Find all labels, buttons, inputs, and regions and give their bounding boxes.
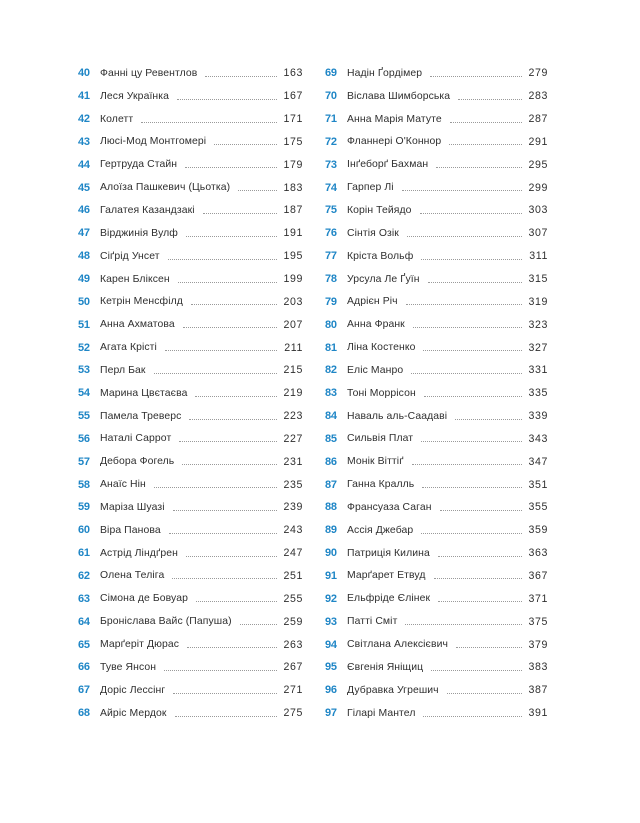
toc-column-right	[325, 62, 548, 724]
chapter-title: Євгенія Яніщиц	[347, 661, 424, 673]
dot-leader	[421, 533, 522, 534]
page-number: 291	[528, 135, 548, 148]
chapter-number: 84	[325, 410, 337, 423]
chapter-title: Дебора Фогель	[100, 456, 175, 468]
dot-leader	[164, 670, 277, 671]
page-number: 279	[528, 67, 548, 80]
page-number: 231	[283, 455, 303, 468]
toc-entry	[78, 450, 303, 473]
chapter-number: 78	[325, 273, 337, 286]
page-number: 351	[528, 478, 548, 491]
toc-entry	[78, 405, 303, 428]
toc-entry	[325, 290, 548, 313]
page-number: 355	[528, 501, 548, 514]
page-number: 183	[283, 181, 303, 194]
toc-entry	[325, 131, 548, 154]
chapter-number: 56	[78, 432, 90, 445]
chapter-title: Еліс Манро	[347, 364, 404, 376]
page-number: 175	[283, 135, 303, 148]
chapter-title: Броніслава Вайс (Папуша)	[100, 616, 232, 628]
toc-entry	[325, 359, 548, 382]
dot-leader	[420, 213, 522, 214]
dot-leader	[402, 190, 522, 191]
toc-entry	[78, 359, 303, 382]
toc-entry	[325, 428, 548, 451]
dot-leader	[450, 122, 522, 123]
dot-leader	[185, 167, 277, 168]
chapter-title: Олена Теліга	[100, 570, 165, 582]
chapter-title: Ліна Костенко	[347, 342, 416, 354]
toc-entry	[78, 702, 303, 725]
dot-leader	[169, 533, 277, 534]
page-number: 299	[528, 181, 548, 194]
toc-entry	[78, 382, 303, 405]
toc-entry	[325, 473, 548, 496]
chapter-title: Кетрін Менсфілд	[100, 296, 183, 308]
chapter-number: 79	[325, 295, 337, 308]
chapter-title: Анна Франк	[347, 319, 405, 331]
toc-entry	[78, 176, 303, 199]
dot-leader	[196, 601, 277, 602]
page-number: 303	[528, 204, 548, 217]
page-number: 375	[528, 615, 548, 628]
toc-column-left	[78, 62, 303, 724]
chapter-title: Колетт	[100, 113, 134, 125]
dot-leader	[407, 236, 522, 237]
toc-entry	[78, 290, 303, 313]
toc-entry	[78, 587, 303, 610]
page-number: 179	[283, 158, 303, 171]
dot-leader	[238, 190, 277, 191]
page-number: 391	[528, 707, 548, 720]
dot-leader	[421, 259, 522, 260]
page-number: 363	[528, 547, 548, 560]
dot-leader	[154, 487, 277, 488]
dot-leader	[187, 647, 277, 648]
chapter-number: 92	[325, 592, 337, 605]
dot-leader	[447, 693, 522, 694]
toc-entry	[78, 153, 303, 176]
chapter-title: Кріста Вольф	[347, 250, 414, 262]
dot-leader	[165, 350, 277, 351]
toc-entry	[325, 565, 548, 588]
chapter-title: Анаїс Нін	[100, 479, 146, 491]
toc-entry	[325, 199, 548, 222]
chapter-number: 81	[325, 341, 337, 354]
page-number: 339	[528, 410, 548, 423]
page-number: 343	[528, 432, 548, 445]
dot-leader	[413, 327, 522, 328]
chapter-number: 68	[78, 707, 90, 720]
toc-entry	[78, 656, 303, 679]
chapter-title: Адрієн Річ	[347, 296, 398, 308]
page-number: 267	[283, 661, 303, 674]
toc-entry	[78, 62, 303, 85]
page-number: 383	[528, 661, 548, 674]
page-number: 247	[283, 547, 303, 560]
page-number: 335	[528, 387, 548, 400]
chapter-number: 85	[325, 432, 337, 445]
chapter-number: 58	[78, 478, 90, 491]
dot-leader	[189, 419, 277, 420]
chapter-number: 71	[325, 113, 337, 126]
dot-leader	[173, 510, 277, 511]
chapter-title: Перл Бак	[100, 364, 146, 376]
chapter-number: 46	[78, 204, 90, 217]
toc-entry	[78, 473, 303, 496]
page-number: 163	[283, 67, 303, 80]
chapter-number: 43	[78, 135, 90, 148]
chapter-title: Ельфріде Єлінек	[347, 593, 431, 605]
dot-leader	[191, 304, 277, 305]
chapter-number: 80	[325, 318, 337, 331]
page-number: 235	[283, 478, 303, 491]
chapter-title: Сильвія Плат	[347, 433, 414, 445]
chapter-title: Марґеріт Дюрас	[100, 639, 180, 651]
dot-leader	[179, 441, 277, 442]
dot-leader	[422, 487, 522, 488]
chapter-title: Віслава Шимборська	[347, 90, 451, 102]
toc-entry	[325, 679, 548, 702]
page-number: 187	[283, 204, 303, 217]
chapter-title: Галатея Казандзакі	[100, 204, 195, 216]
dot-leader	[205, 76, 277, 77]
chapter-title: Туве Янсон	[100, 661, 157, 673]
toc-entry	[78, 610, 303, 633]
page-number: 283	[528, 90, 548, 103]
page-number: 195	[283, 250, 303, 263]
page-number: 223	[283, 410, 303, 423]
chapter-number: 75	[325, 204, 337, 217]
page-number: 203	[283, 295, 303, 308]
toc-entry	[78, 542, 303, 565]
chapter-title: Карен Бліксен	[100, 273, 170, 285]
chapter-title: Люсі-Мод Монтгомері	[100, 136, 207, 148]
toc-entry	[325, 587, 548, 610]
chapter-title: Айріс Мердок	[100, 707, 167, 719]
dot-leader	[154, 373, 277, 374]
chapter-number: 87	[325, 478, 337, 491]
chapter-number: 95	[325, 661, 337, 674]
chapter-number: 55	[78, 410, 90, 423]
chapter-title: Анна Марія Матуте	[347, 113, 442, 125]
toc-entry	[78, 85, 303, 108]
page-number: 319	[528, 295, 548, 308]
dot-leader	[168, 259, 277, 260]
page-number: 255	[283, 592, 303, 605]
chapter-title: Патриція Килина	[347, 547, 430, 559]
toc-entry	[325, 176, 548, 199]
dot-leader	[438, 601, 522, 602]
dot-leader	[406, 304, 522, 305]
chapter-title: Ассія Джебар	[347, 524, 414, 536]
chapter-title: Фанні цу Ревентлов	[100, 67, 198, 79]
chapter-title: Віра Панова	[100, 524, 161, 536]
toc-entry	[78, 131, 303, 154]
page-number: 191	[283, 227, 303, 240]
dot-leader	[183, 327, 277, 328]
page-number: 347	[528, 455, 548, 468]
chapter-number: 89	[325, 524, 337, 537]
chapter-number: 51	[78, 318, 90, 331]
chapter-number: 70	[325, 90, 337, 103]
toc-entry	[325, 610, 548, 633]
page-number: 367	[528, 569, 548, 582]
page-number: 275	[283, 707, 303, 720]
dot-leader	[175, 716, 277, 717]
dot-leader	[186, 556, 277, 557]
dot-leader	[423, 716, 522, 717]
dot-leader	[178, 282, 277, 283]
page-number: 219	[283, 387, 303, 400]
chapter-number: 40	[78, 67, 90, 80]
toc-entry	[325, 268, 548, 291]
toc-entry	[325, 313, 548, 336]
chapter-title: Гарпер Лі	[347, 182, 394, 194]
chapter-title: Світлана Алексієвич	[347, 639, 448, 651]
page-number: 311	[529, 250, 548, 263]
dot-leader	[172, 578, 277, 579]
chapter-number: 48	[78, 250, 90, 263]
toc-entry	[78, 199, 303, 222]
chapter-title: Маріза Шуазі	[100, 501, 165, 513]
dot-leader	[240, 624, 277, 625]
chapter-number: 45	[78, 181, 90, 194]
page-number: 307	[528, 227, 548, 240]
dot-leader	[405, 624, 522, 625]
dot-leader	[173, 693, 277, 694]
dot-leader	[440, 510, 522, 511]
dot-leader	[428, 282, 522, 283]
dot-leader	[436, 167, 522, 168]
page-number: 331	[528, 364, 548, 377]
dot-leader	[182, 464, 277, 465]
chapter-title: Ганна Кралль	[347, 479, 415, 491]
dot-leader	[412, 464, 522, 465]
dot-leader	[431, 670, 522, 671]
chapter-number: 50	[78, 295, 90, 308]
toc-entry	[78, 519, 303, 542]
page-number: 167	[283, 90, 303, 103]
dot-leader	[456, 647, 522, 648]
chapter-number: 90	[325, 547, 337, 560]
toc-entry	[325, 496, 548, 519]
chapter-number: 96	[325, 684, 337, 697]
page-number: 387	[528, 684, 548, 697]
toc-entry	[78, 565, 303, 588]
page-number: 243	[283, 524, 303, 537]
page-number: 327	[528, 341, 548, 354]
chapter-title: Патті Сміт	[347, 616, 398, 628]
chapter-title: Леся Українка	[100, 90, 170, 102]
dot-leader	[411, 373, 522, 374]
toc-entry	[78, 679, 303, 702]
chapter-title: Наталі Саррот	[100, 433, 172, 445]
chapter-number: 52	[78, 341, 90, 354]
chapter-title: Сінтія Озік	[347, 227, 399, 239]
toc-entry	[78, 496, 303, 519]
chapter-number: 49	[78, 273, 90, 286]
chapter-title: Агата Крісті	[100, 342, 157, 354]
chapter-title: Корін Тейядо	[347, 204, 412, 216]
chapter-number: 76	[325, 227, 337, 240]
dot-leader	[423, 350, 522, 351]
chapter-number: 53	[78, 364, 90, 377]
toc-entry	[78, 428, 303, 451]
chapter-number: 74	[325, 181, 337, 194]
toc-entry	[325, 382, 548, 405]
chapter-title: Інґеборґ Бахман	[347, 159, 429, 171]
chapter-title: Наваль аль-Саадаві	[347, 410, 448, 422]
chapter-number: 65	[78, 638, 90, 651]
toc-entry	[325, 153, 548, 176]
page-number: 287	[528, 113, 548, 126]
table-of-contents	[78, 62, 548, 724]
chapter-number: 64	[78, 615, 90, 628]
chapter-number: 72	[325, 135, 337, 148]
chapter-number: 60	[78, 524, 90, 537]
page-number: 199	[283, 273, 303, 286]
page-number: 227	[283, 432, 303, 445]
chapter-title: Урсула Ле Ґуїн	[347, 273, 420, 285]
page-number: 215	[283, 364, 303, 377]
dot-leader	[424, 396, 522, 397]
chapter-number: 66	[78, 661, 90, 674]
toc-entry	[78, 313, 303, 336]
page-number: 263	[283, 638, 303, 651]
chapter-number: 97	[325, 707, 337, 720]
page-number: 359	[528, 524, 548, 537]
chapter-title: Анна Ахматова	[100, 319, 175, 331]
toc-entry	[325, 450, 548, 473]
dot-leader	[455, 419, 522, 420]
chapter-number: 57	[78, 455, 90, 468]
toc-entry	[325, 633, 548, 656]
page-number: 207	[283, 318, 303, 331]
chapter-title: Монік Віттіґ	[347, 456, 404, 468]
page-number: 259	[283, 615, 303, 628]
chapter-title: Надін Ґордімер	[347, 67, 423, 79]
chapter-title: Памела Треверс	[100, 410, 182, 422]
dot-leader	[449, 144, 522, 145]
chapter-number: 83	[325, 387, 337, 400]
chapter-title: Астрід Ліндґрен	[100, 547, 178, 559]
chapter-number: 42	[78, 113, 90, 126]
page-number: 239	[283, 501, 303, 514]
dot-leader	[186, 236, 277, 237]
chapter-number: 59	[78, 501, 90, 514]
toc-entry	[78, 245, 303, 268]
dot-leader	[434, 578, 522, 579]
page-number: 271	[283, 684, 303, 697]
page-number: 251	[283, 569, 303, 582]
toc-entry	[325, 222, 548, 245]
chapter-number: 77	[325, 250, 337, 263]
chapter-number: 94	[325, 638, 337, 651]
chapter-title: Тоні Моррісон	[347, 387, 416, 399]
chapter-title: Гертруда Стайн	[100, 159, 178, 171]
toc-entry	[325, 245, 548, 268]
chapter-number: 86	[325, 455, 337, 468]
toc-entry	[325, 336, 548, 359]
dot-leader	[141, 122, 277, 123]
dot-leader	[203, 213, 277, 214]
chapter-number: 63	[78, 592, 90, 605]
chapter-number: 54	[78, 387, 90, 400]
chapter-title: Фланнері О'Коннор	[347, 136, 442, 148]
dot-leader	[458, 99, 522, 100]
toc-entry	[325, 405, 548, 428]
toc-entry	[78, 222, 303, 245]
dot-leader	[430, 76, 522, 77]
chapter-number: 44	[78, 158, 90, 171]
chapter-number: 88	[325, 501, 337, 514]
page-number: 295	[528, 158, 548, 171]
chapter-title: Вірджинія Вулф	[100, 227, 178, 239]
toc-entry	[325, 85, 548, 108]
chapter-number: 41	[78, 90, 90, 103]
dot-leader	[177, 99, 277, 100]
chapter-number: 91	[325, 569, 337, 582]
toc-entry	[325, 519, 548, 542]
toc-entry	[78, 108, 303, 131]
dot-leader	[421, 441, 522, 442]
chapter-number: 61	[78, 547, 90, 560]
page-number: 171	[283, 113, 303, 126]
dot-leader	[214, 144, 277, 145]
toc-entry	[325, 62, 548, 85]
toc-entry	[325, 656, 548, 679]
chapter-title: Марина Цвєтаєва	[100, 387, 188, 399]
chapter-number: 62	[78, 569, 90, 582]
chapter-title: Сіґрід Унсет	[100, 250, 160, 262]
toc-entry	[325, 108, 548, 131]
chapter-title: Франсуаза Саган	[347, 501, 432, 513]
dot-leader	[438, 556, 522, 557]
page-number: 315	[528, 273, 548, 286]
page-number: 371	[528, 592, 548, 605]
chapter-number: 67	[78, 684, 90, 697]
toc-entry	[78, 268, 303, 291]
page-number: 379	[528, 638, 548, 651]
chapter-title: Алоїза Пашкевич (Цьотка)	[100, 182, 231, 194]
chapter-number: 69	[325, 67, 337, 80]
page-number: 323	[528, 318, 548, 331]
dot-leader	[195, 396, 277, 397]
page-number: 211	[284, 341, 303, 354]
chapter-number: 93	[325, 615, 337, 628]
chapter-number: 82	[325, 364, 337, 377]
chapter-title: Сімона де Бовуар	[100, 593, 188, 605]
chapter-title: Дубравка Угрешич	[347, 684, 439, 696]
chapter-title: Марґарет Етвуд	[347, 570, 426, 582]
chapter-number: 47	[78, 227, 90, 240]
toc-entry	[78, 633, 303, 656]
toc-entry	[325, 542, 548, 565]
chapter-number: 73	[325, 158, 337, 171]
chapter-title: Доріс Лессінг	[100, 684, 166, 696]
toc-entry	[325, 702, 548, 725]
toc-entry	[78, 336, 303, 359]
chapter-title: Гіларі Мантел	[347, 707, 416, 719]
